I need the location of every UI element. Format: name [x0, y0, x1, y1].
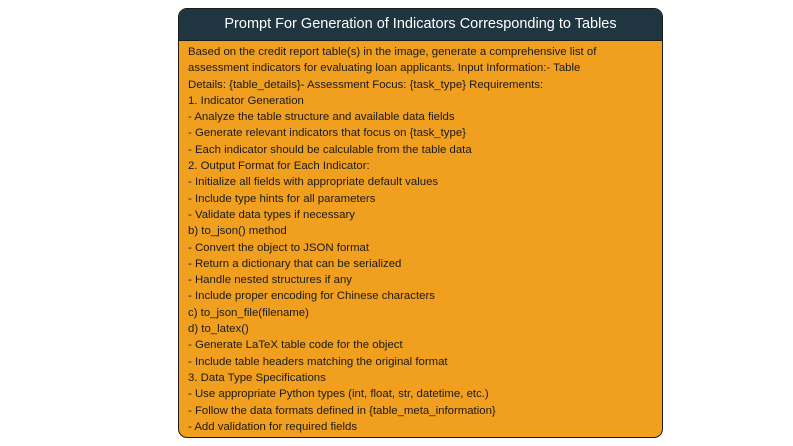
section-heading: 1. Indicator Generation: [188, 94, 304, 107]
list-item: - Add validation for required fields: [188, 420, 358, 433]
list-item: - Initialize all fields with appropriate default values: [188, 176, 439, 189]
list-item: - Generate relevant indicators that focus on {task_type}: [188, 127, 466, 140]
prompt-text: [179, 41, 662, 435]
list-item: - Validate data types if necessary: [188, 208, 355, 221]
prompt-card: [178, 8, 663, 438]
list-item: - Use appropriate Python types (int, float, str, datetime, etc.): [188, 388, 489, 401]
method-heading: d) to_latex(): [188, 323, 249, 336]
prompt-line: Based on the credit report table(s) in the image, generate a comprehensive list of: [188, 46, 597, 58]
method-heading: c) to_json_file(filename): [188, 306, 309, 319]
list-item: - Generate LaTeX table code for the object: [188, 339, 403, 352]
list-item: - Include table headers matching the original format: [188, 355, 448, 368]
method-heading: b) to_json() method: [188, 225, 287, 238]
prompt-line: Details: {table_details}- Assessment Focus: {task_type} Requirements:: [188, 78, 544, 91]
list-item: - Convert the object to JSON format: [188, 241, 370, 254]
prompt-line: assessment indicators for evaluating loan applicants. Input Information:- Table: [188, 62, 581, 75]
list-item: - Include type hints for all parameters: [188, 192, 376, 205]
section-heading: 3. Data Type Specifications: [188, 371, 326, 384]
list-item: - Return a dictionary that can be serialized: [188, 257, 402, 270]
list-item: - Handle nested structures if any: [188, 274, 352, 287]
list-item: - Include proper encoding for Chinese characters: [188, 290, 435, 303]
list-item: - Analyze the table structure and available data fields: [188, 111, 455, 124]
list-item: - Each indicator should be calculable from the table data: [188, 143, 472, 156]
card-title: Prompt For Generation of Indicators Corresponding to Tables: [179, 9, 662, 41]
section-heading: 2. Output Format for Each Indicator:: [188, 160, 370, 173]
list-item: - Follow the data formats defined in {table_meta_information}: [188, 404, 496, 417]
